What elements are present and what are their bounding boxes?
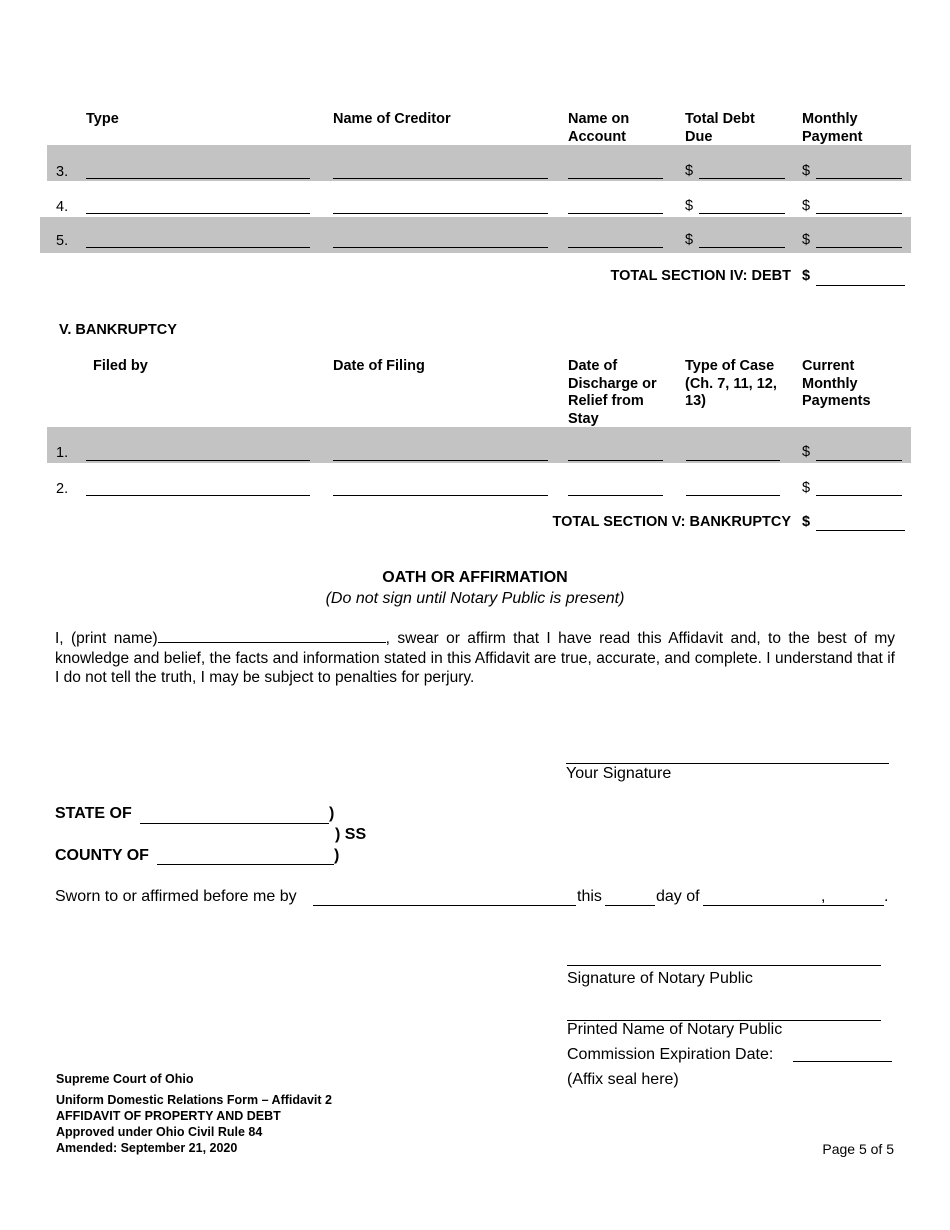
account-name-field[interactable] [568,213,663,214]
col-date-of-filing-header: Date of Filing [333,358,425,374]
monthly-payments-field[interactable] [816,495,902,496]
total-debt-field[interactable] [699,247,785,248]
account-name-field[interactable] [568,178,663,179]
month-year-field[interactable] [703,905,884,906]
your-signature-label: Your Signature [566,765,672,782]
col-type-header: Type [86,111,119,127]
col-total-debt-header: Total Debt Due [685,111,755,145]
col-name-on-account-header: Name on Account [568,111,630,145]
oath-title: OATH OR AFFIRMATION [382,569,568,586]
county-label: COUNTY OF [55,847,149,864]
footer-form-title: AFFIDAVIT OF PROPERTY AND DEBT [56,1109,281,1123]
row-shade [47,145,911,181]
oath-paragraph [55,628,895,688]
footer-approved: Approved under Ohio Civil Rule 84 [56,1125,263,1139]
col-current-monthly-payments-header: Current Monthly Payments [802,358,871,409]
page-number: Page 5 of 5 [822,1141,894,1157]
type-of-case-field[interactable] [686,460,780,461]
col-type-of-case-header: Type of Case (Ch. 7, 11, 12, 13) [685,358,777,409]
currency-symbol: $ [802,268,811,284]
notary-signature-label: Signature of Notary Public [567,970,753,987]
date-of-discharge-field[interactable] [568,495,663,496]
currency-symbol: $ [802,514,811,530]
row-number: 4. [56,199,69,215]
monthly-payment-field[interactable] [816,178,902,179]
commission-label: Commission Expiration Date: [567,1046,774,1063]
footer-amended: Amended: September 21, 2020 [56,1141,238,1155]
total-debt-field[interactable] [816,285,905,286]
row-number: 3. [56,164,69,180]
county-field[interactable] [157,864,334,865]
sworn-period: . [884,888,889,905]
footer-court: Supreme Court of Ohio [56,1072,194,1086]
currency-symbol: $ [802,163,811,179]
currency-symbol: $ [685,232,694,248]
state-label: STATE OF [55,805,132,822]
type-of-case-field[interactable] [686,495,780,496]
total-bankruptcy-label: TOTAL SECTION V: BANKRUPTCY [552,514,791,530]
oath-subtitle: (Do not sign until Notary Public is present) [325,590,625,607]
paren: ) [329,805,335,822]
sworn-by-field[interactable] [313,905,576,906]
notary-signature-line[interactable] [567,965,881,966]
creditor-field[interactable] [333,178,548,179]
type-field[interactable] [86,247,310,248]
monthly-payment-field[interactable] [816,213,902,214]
total-bankruptcy-field[interactable] [816,530,905,531]
col-date-of-discharge-header: Date of Discharge or Relief from Stay [568,358,657,427]
currency-symbol: $ [685,163,694,179]
col-filed-by-header: Filed by [93,358,148,374]
col-creditor-header: Name of Creditor [333,111,451,127]
section-title: V. BANKRUPTCY [59,322,177,338]
row-number: 2. [56,481,69,497]
print-name-field[interactable] [158,628,386,643]
monthly-payment-field[interactable] [816,247,902,248]
currency-symbol: $ [802,444,811,460]
print-name-prefix: I, (print name) [55,630,158,647]
currency-symbol: $ [685,198,694,214]
account-name-field[interactable] [568,247,663,248]
row-shade [47,427,911,463]
row-number: 1. [56,445,69,461]
row-number: 5. [56,233,69,249]
filed-by-field[interactable] [86,460,310,461]
date-of-filing-field[interactable] [333,495,548,496]
total-debt-field[interactable] [699,178,785,179]
ss-label: ) SS [335,826,367,843]
commission-date-field[interactable] [793,1061,892,1062]
sworn-prefix: Sworn to or affirmed before me by [55,888,297,905]
oath-body: , swear or affirm that I have read this Affidavit and, to the best of my knowledge and belief, the facts and information stated in this Affidavit are true, accurate, and complete. I understand that if I do not tell the truth, I may be subject to penalties for perjury. [55,630,895,686]
total-debt-label: TOTAL SECTION IV: DEBT [610,268,791,284]
notary-printed-name-label: Printed Name of Notary Public [567,1021,783,1038]
state-field[interactable] [140,823,329,824]
filed-by-field[interactable] [86,495,310,496]
monthly-payments-field[interactable] [816,460,902,461]
creditor-field[interactable] [333,247,548,248]
sworn-this: this [577,888,602,905]
currency-symbol: $ [802,198,811,214]
date-of-discharge-field[interactable] [568,460,663,461]
footer-form-line: Uniform Domestic Relations Form – Affidavit 2 [56,1093,332,1107]
total-debt-field[interactable] [699,213,785,214]
currency-symbol: $ [802,232,811,248]
creditor-field[interactable] [333,213,548,214]
type-field[interactable] [86,213,310,214]
sworn-comma: , [821,888,826,905]
sworn-day-of: day of [656,888,700,905]
type-field[interactable] [86,178,310,179]
col-monthly-payment-header: Monthly Payment [802,111,863,145]
day-field[interactable] [605,905,655,906]
paren: ) [334,847,340,864]
your-signature-line[interactable] [566,763,889,764]
seal-label: (Affix seal here) [567,1071,679,1088]
date-of-filing-field[interactable] [333,460,548,461]
currency-symbol: $ [802,480,811,496]
